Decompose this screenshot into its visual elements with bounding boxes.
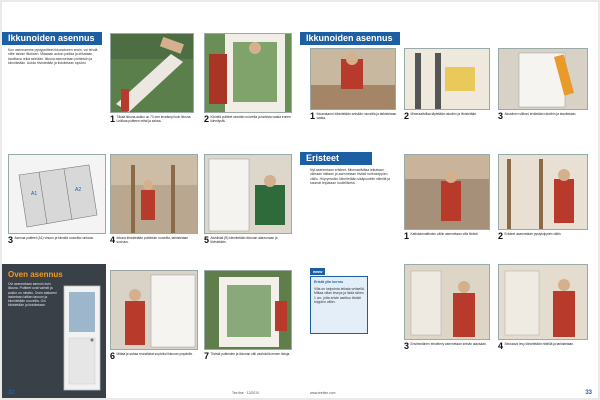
- left-page-number: 32: [8, 390, 15, 396]
- step-1-photo: [110, 33, 194, 113]
- step-1-caption: 1 Tässä ikkuna-aukko on 70 mm leveämpi kuin ikkuna. Leikkaa puitteen mitat ja sahaa.: [110, 115, 192, 124]
- top-step-3-photo: [498, 48, 588, 110]
- step-4-caption: 4 Ikkuna kiinnitetään puitteisiin ruuveilla, tarkistetaan suoruus.: [110, 236, 189, 245]
- step-7-caption: 7 Tiivistä puitteiden ja ikkunan väli vaahdolla ennen listoja.: [204, 352, 291, 361]
- step-4-illustration: [111, 155, 198, 234]
- insulation-step-2-photo: [498, 154, 588, 230]
- top-step-1-illustration: [311, 49, 396, 110]
- door-illustration: [60, 282, 104, 392]
- step-5-illustration: [205, 155, 292, 234]
- top-step-2-illustration: [405, 49, 490, 110]
- eristeet-section-title: Eristeet: [300, 152, 372, 165]
- step-2-caption: 2 Kiinnitä puitteet seinään ruuveilla ja tarkista vaaka ennen kiinnitystä.: [204, 115, 291, 124]
- insulation-step-1-caption: 1 Kattokannattimien väliin asennetaan villa tiiviisti.: [404, 232, 479, 241]
- door-installation-box: [2, 264, 106, 398]
- step-1-illustration: [111, 34, 194, 113]
- step-3-sketch: [8, 154, 106, 234]
- insulation-step-2-illustration: [499, 155, 588, 230]
- insulation-step-1-photo: [404, 154, 490, 230]
- insulation-step-4-illustration: [499, 265, 588, 340]
- insulation-step-3-photo: [404, 264, 490, 340]
- step-2-illustration: [205, 34, 292, 113]
- tip-box-title: Eristä ylin kerros: [314, 280, 344, 284]
- top-step-2-photo: [404, 48, 490, 110]
- insulation-step-1-illustration: [405, 155, 490, 230]
- top-step-1-caption: 1 Ikkunakarmi kiinnitetään seinään ruuveilla ja tarkistetaan vaaka.: [310, 112, 397, 121]
- insulation-step-4-caption: 4 Seuraava levy kiinnitetään niiteillä ja tarkistetaan.: [498, 342, 574, 351]
- step-6-caption: 6 Mittaa ja sahaa reunalistat sopiviksi ikkunan ympärille.: [110, 352, 194, 361]
- step-7-photo: [204, 270, 292, 350]
- door-box-text: Ovi asennetaan samoin kuin ikkuna. Puitteet ovat valmiit ja aukko on mitattu. Oven alakarmi lasketaan lattian tasoon ja kiinnitetään ruuveilla. Ovi tiivistetään ja listoitetaan.: [8, 282, 57, 308]
- step-2-photo: [204, 33, 292, 113]
- left-folio: Tee itse · 12/2010: [232, 391, 259, 395]
- step-5-caption: 5 Aluslistat (B) kiinnitetään ikkunan alareunaan ja tiivistetään.: [204, 236, 278, 245]
- right-section-title: Ikkunoiden asennus: [300, 32, 400, 45]
- left-intro-text: Kun asennamme pystypuitteet ikkunoineen ensin, voi tehdä niille tarkan liitoksen. Mitataan aukon paikka ja leikataan tarvittava reikä seinään. Ikkuna asennetaan puitteisiin ja kiinnitetään. Aukko tiivistetään ja listoitetaan lopuksi.: [8, 48, 98, 65]
- top-step-3-caption: 3 Akustinen silikoni levitetään rakoihin ja tasoitetaan.: [498, 112, 577, 121]
- insulation-step-3-illustration: [405, 265, 490, 340]
- insulation-step-2-caption: 2 Eristeet asennetaan pystytolppien väliin.: [498, 232, 562, 241]
- eristeet-intro-text: Nyt asennetaan eristeet. Mineraalivillaa leikataan oikeaan mittaan ja asennetaan tiiviisti runkotolppien väliin. Höyrynsulku kiinnitetään sisäpuolelle niiteillä ja saumat teipataan huolellisesti.: [310, 168, 390, 185]
- step-5-photo: [204, 154, 292, 234]
- right-folio: www.teeitse.com: [310, 391, 336, 395]
- sketch-label-a1: A1: [31, 191, 38, 197]
- step-4-photo: [110, 154, 198, 234]
- insulation-step-3-caption: 3 Ensimmäinen eristelevy asennetaan seinän alaosaan.: [404, 342, 487, 351]
- www-label: www: [310, 268, 325, 275]
- tip-box-text: Villa on helpointa leikata veitsellä. Mittaa villan leveys ja lisää siihen 1 cm, jotta eriste asettuu tiiviisti tolppien väliin.: [314, 287, 365, 304]
- wall-frame-sketch: [9, 155, 106, 234]
- door-box-title: Oven asennus: [8, 270, 63, 279]
- step-6-photo: [110, 270, 198, 350]
- step-7-illustration: [205, 271, 292, 350]
- top-step-2-caption: 2 Mineraalivillaa täytetään rakoihin ja tiivistetään.: [404, 112, 477, 121]
- right-page-number: 33: [585, 390, 592, 396]
- left-section-title: Ikkunoiden asennus: [2, 32, 102, 45]
- top-step-1-photo: [310, 48, 396, 110]
- right-page: [300, 2, 598, 398]
- step-6-illustration: [111, 271, 198, 350]
- left-page: [2, 2, 300, 398]
- top-step-3-illustration: [499, 49, 588, 110]
- tip-box: [310, 276, 368, 334]
- sketch-label-a2: A2: [75, 187, 82, 193]
- step-3-caption: 3 Asenna puitteet (A1) vinoon ja kiinnitä ruuveilla runkoon.: [8, 236, 95, 245]
- insulation-step-4-photo: [498, 264, 588, 340]
